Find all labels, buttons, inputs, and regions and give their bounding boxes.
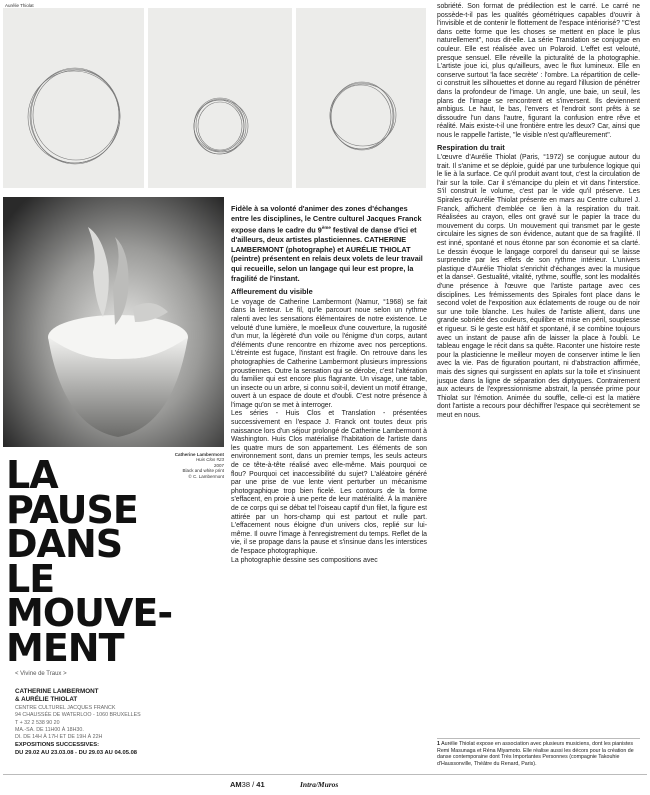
title-line: LA <box>6 453 58 497</box>
photo-caption-credit: © C. Lambermont <box>188 473 224 479</box>
magazine-logo: AM <box>230 780 242 789</box>
article-column-2 <box>231 204 427 565</box>
paragraph: Les séries - Huis Clos et Translation - présentées successivement en l'espace J. Franck ont toutes deux pris naissance lors d'un séjour prolongé de Catherine Lambermont à Washington. Huis Clos matérialise l'habitation de l'artiste dans les quatre murs de son appartement. Les éléments de son environnement sont, dans un premier temps, les seuls acteurs de ce tête-à-tête réalisé avec elle-même. Mais pourquoi ce flou? Pourquoi cet inaccessibilité du sujet? L'aléatoire généré par une prise de vue lente vient perturber un mécanisme photographique trop bien ficelé. Les contours de la forme s'effacent, en proie à une perte de leur matérialité. À la manière de ce corps qui se débat tel l'oiseau captif d'un filet, la figure est attirée par un hors-champ qui est partout et nulle part. L'effacement nous éloigne d'un univers clos, replié sur lui-même. Il ouvre l'image à l'enregistrement du temps. Reflet de la vie, il se propage dans la pause et s'insinue dans les interstices de l'espace photographique. <box>231 410 427 555</box>
footer-separator: / <box>252 780 255 789</box>
title-line: PAUSE <box>6 487 138 532</box>
photograph-huis-clos <box>3 197 224 447</box>
info-artists-line2: & AURÉLIE THIOLAT <box>15 695 78 703</box>
spiral-panel-2 <box>148 8 292 188</box>
paragraph: La photographie dessine ses compositions avec <box>231 556 378 564</box>
title-line: LE <box>6 556 55 601</box>
spiral-drawing-3 <box>296 8 426 188</box>
page-number: 41 <box>256 780 265 789</box>
title-line: DANS <box>6 522 123 566</box>
top-caption-artist: Aurélie Thiolat <box>5 3 34 8</box>
info-expo-dates: DU 29.02 AU 23.03.08 - DU 29.03 AU 04.05.08 <box>15 749 138 756</box>
info-phone: T + 32 2 538 90 20 <box>15 719 60 726</box>
author-credit: < Vivine de Traux > <box>15 671 67 677</box>
footer-rule <box>3 774 647 775</box>
page-footer <box>230 780 265 789</box>
info-venue: CENTRE CULTUREL JACQUES FRANCK <box>15 705 116 712</box>
exhibition-info <box>15 688 215 757</box>
paragraph: Le voyage de Catherine Lambermont (Namur, °1968) se fait dans la lenteur. Le fil, qu'le parcourt noue selon un rythme ralenti avec les sensations élémentaires de notre existence. Le velouté d'une lumière, le moelleux d'une couverture, la rugosité d'un mur, la légèreté d'un voile ou l'énigme d'un corps, autant d'éléments d'une rencontre en rhizome avec nos perceptions. L'étreinte est fugace, l'instant est fragile. On retrouve dans les photographies de Catherine Lambermont plusieurs impressions proustiennes. Outre la sensation qui se dérobe, c'est l'altération du familier qui est encore plus flagrante. Un visage, une table, un insecte ou un arbre, si connu soit-il, devient un motif étrange, ouvert à un espace de doute et d'oubli. C'est notre présence à l'image qu'on se met à interroger. <box>231 298 427 409</box>
spiral-panel-1 <box>3 8 144 188</box>
photo-caption-year: 2007 <box>213 462 224 468</box>
info-hours2: DI. DE 14H À 17H ET DE 19H À 22H <box>15 734 103 740</box>
spiral-drawing-2 <box>148 8 292 188</box>
issue-number: 38 <box>241 780 251 789</box>
paragraph: L'œuvre d'Aurélie Thiolat (Paris, °1972) se conjugue autour du trait. Il s'anime et se déploie, guidé par une turbulence logique qui le lie à la surface. Ce qu'il produit avant tout, c'est la circulation de l'air sur la toile. Car il s'émancipe du plein et vit dans l'interstice. S'il construit le volume, c'est par le vide qu'il préserve. Les Spirales qu'Aurélie Thiolat présente en mars au Centre culturel J. Franck, affichent d'emblée ce lien à la respiration du trait. Réalisées au crayon, elles ont gravé sur le papier la trace du mouvement du corps. Un mouvement qui transmet par le geste circulaire les signes de son évidence, autant que de sa fragilité. Il est inné, spontané et nous étonne par son économie et sa clarté. Le dessin évoque le langage corporel du danseur qui se laisse surprendre par les effets de son rythme intérieur. L'univers plastique d'Aurélie Thiolat s'enrichit d'échanges avec la musique et la danse¹. Gestualité, vitalité, rythme, souffle, sont les modalités d'une présence à l'œuvre que l'artiste partage avec ces disciplines. Les frémissements des Spirales font place dans le second volet de l'exposition aux éclatements de rouge ou de noir sur une toile blanche. Les huiles de l'artiste allient, dans une grande sobriété des couleurs, équilibre et mise en péril, souplesse et rigueur. Si le geste est hâtif et spontané, il se combine toujours avec un instant de pause afin de laisser la place à l'oubli. Le tableau engage le récit dans sa quête. Raconter une histoire reste pour la plasticienne le meilleur moyen de conserver intime le lien avec la vie. Pas de figuration pourtant, ni d'abstraction affirmée, mais des signes qui surgissent en aplats sur la toile et s'insinuent jusque dans la ligne de séparation des diptyques. Contrairement aux acteurs de l'expressionnisme abstrait, la pensée prime pour Thiolat sur l'émotion. Animée du souffle, celle-ci est la matière dont l'artiste a recours pour déchiffrer l'espace qui secrètement se meut en nous. <box>437 154 640 419</box>
title-line: MOUVE- <box>6 591 173 635</box>
photo-caption-medium: Black and white print <box>182 468 224 474</box>
section-heading-respiration: Respiration du trait <box>437 142 505 152</box>
title-line: MENT <box>6 625 124 670</box>
spiral-drawing-1 <box>3 8 144 188</box>
brand-intramuros: Intra/Muros <box>300 780 339 789</box>
photo-caption-work: Huis Clos #23 <box>195 457 224 463</box>
info-address: 94 CHAUSSÉE DE WATERLOO - 1060 BRUXELLES <box>15 712 141 719</box>
paragraph: sobriété. Son format de prédilection est le carré. Le carré ne possède-t-il pas les qualités géométriques capables d'ouvrir à l'invisible et de contenir le flottement de l'espace intériorisé? "C'est dans cette forme que les choses se mettent en place le plus naturellement", nous dit-elle. La série Translation se conjugue en couleur. Elle est réalisée avec un Polaroid. L'effet est velouté, presque sensuel. Elle réveille la picturalité de la photographie. L'artiste joue ici, plus qu'ailleurs, avec le flux lumineux. Elle en conserve surtout 'la face secrète' : l'ombre. La répartition de celle-ci construit les silhouettes et donne au regard l'illusion de pénétrer dans la profondeur de l'image. Un angle, une baie, un seuil, les plans de l'image se rencontrent et s'inversent. Ils deviennent ambigus. Le haut, le bas, l'envers et l'endroit sont prêts à se dissoudre l'un dans l'autre, figurant la confusion entre rêve et réalité. Mais existe-t-il une frontière entre les deux? Car, ainsi que nous le rappelle l'artiste, "le visible n'est qu'affleurement". <box>437 3 640 139</box>
photo-caption-artist: Catherine Lambermont <box>174 452 224 457</box>
footnote-divider <box>437 738 640 739</box>
info-expo-label: EXPOSITIONS SUCCESSIVES: <box>15 742 100 749</box>
section-heading-affleurement: Affleurement du visible <box>231 287 313 297</box>
info-artists-line1: CATHERINE LAMBERMONT <box>15 688 99 695</box>
info-hours1: MA.-SA. DE 11H00 À 18H30. <box>15 726 84 733</box>
article-column-3 <box>437 3 640 421</box>
photograph-image <box>3 197 224 447</box>
article-intro: Fidèle à sa volonté d'animer des zones d'échanges entre les disciplines, le Centre culturel Jacques Franck expose dans le cadre du 9ème festival de danse d'ici et d'ailleurs, deux artistes plasticiennes. CATHERINE LAMBERMONT (photographe) et AURÉLIE THIOLAT (peintre) présentent en relais deux volets de leur travail qui recueille, selon un langage qui leur est propre, la fragilité de l'instant. <box>231 204 423 283</box>
footnote: 1 Aurélie Thiolat expose en association avec plusieurs musiciens, dont les pianistes Remi Masunaga et Réna Miyamoto. Elle réalise aussi les décors pour la création de danse contemporaine dont Très Importantes Personnes (compagnie Takouhie d'Haussonville, Théâtre du Renard, Paris). <box>437 741 634 767</box>
spiral-panel-3 <box>296 8 426 188</box>
